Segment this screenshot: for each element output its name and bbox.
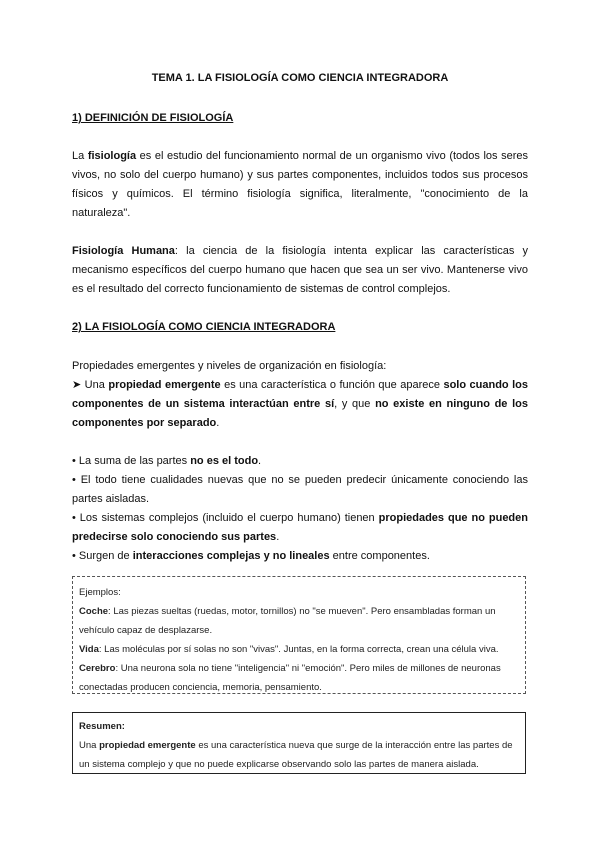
- bullet-interacciones: • Surgen de interacciones complejas y no lineales entre componentes.: [72, 550, 430, 562]
- summary-box: [72, 712, 526, 774]
- term-fisiologia-humana: Fisiología Humana: [72, 245, 175, 257]
- bullet-suma-partes: • La suma de las partes no es el todo.: [72, 455, 262, 467]
- examples-label: Ejemplos:: [79, 587, 121, 598]
- summary-label: Resumen:: [79, 721, 125, 732]
- document-title: TEMA 1. LA FISIOLOGÍA COMO CIENCIA INTEGRADORA: [151, 72, 449, 84]
- example-vida: Vida: Las moléculas por sí solas no son "vivas". Juntas, en la forma correcta, crean una célula viva.: [79, 644, 499, 655]
- bullet-sistemas-complejos: • Los sistemas complejos (incluido el cuerpo humano) tienen propiedades que no pueden predecirse solo conociendo sus partes.: [72, 512, 528, 543]
- section-heading-ciencia-integradora: 2) LA FISIOLOGÍA COMO CIENCIA INTEGRADORA: [72, 321, 336, 333]
- example-cerebro: Cerebro: Una neurona sola no tiene "inteligencia" ni "emoción". Pero miles de millones de neuronas conectadas producen conciencia, memoria, pensamiento.: [79, 663, 501, 693]
- paragraph-propiedad-emergente: ➤ Una propiedad emergente es una característica o función que aparece solo cuando los componentes de un sistema interactúan entre sí, y que no existe en ninguno de los componentes por separado.: [72, 379, 529, 429]
- paragraph-definicion: La fisiología es el estudio del funcionamiento normal de un organismo vivo (todos los seres vivos, no solo del cuerpo humano) y sus partes componentes, incluidos todos sus procesos físicos y químicos. El término fisiología significa, literalmente, "conocimiento de la naturaleza".: [72, 150, 528, 219]
- examples-box: [72, 576, 526, 694]
- term-fisiologia: fisiología: [87, 150, 137, 162]
- paragraph-fisiologia-humana: Fisiología Humana: la ciencia de la fisiología intenta explicar las características y mecanismo específicos del cuerpo humano que hacen que sea un ser vivo. Mantenerse vivo es el resultado del correcto funcionamiento de sistemas de control complejos.: [72, 245, 528, 295]
- example-coche: Coche: Las piezas sueltas (ruedas, motor, tornillos) no "se mueven". Pero ensambladas forman un vehículo capaz de desplazarse.: [79, 606, 496, 636]
- section-heading-definicion: 1) DEFINICIÓN DE FISIOLOGÍA: [72, 112, 234, 124]
- summary-text: Una propiedad emergente es una característica nueva que surge de la interacción entre las partes de un sistema complejo y que no puede explicarse observando solo las partes de manera aislada.: [79, 740, 513, 770]
- paragraph-intro-propiedades: Propiedades emergentes y niveles de organización en fisiología:: [72, 360, 387, 372]
- bullet-cualidades-nuevas: • El todo tiene cualidades nuevas que no se pueden predecir únicamente conociendo las partes aisladas.: [72, 474, 528, 505]
